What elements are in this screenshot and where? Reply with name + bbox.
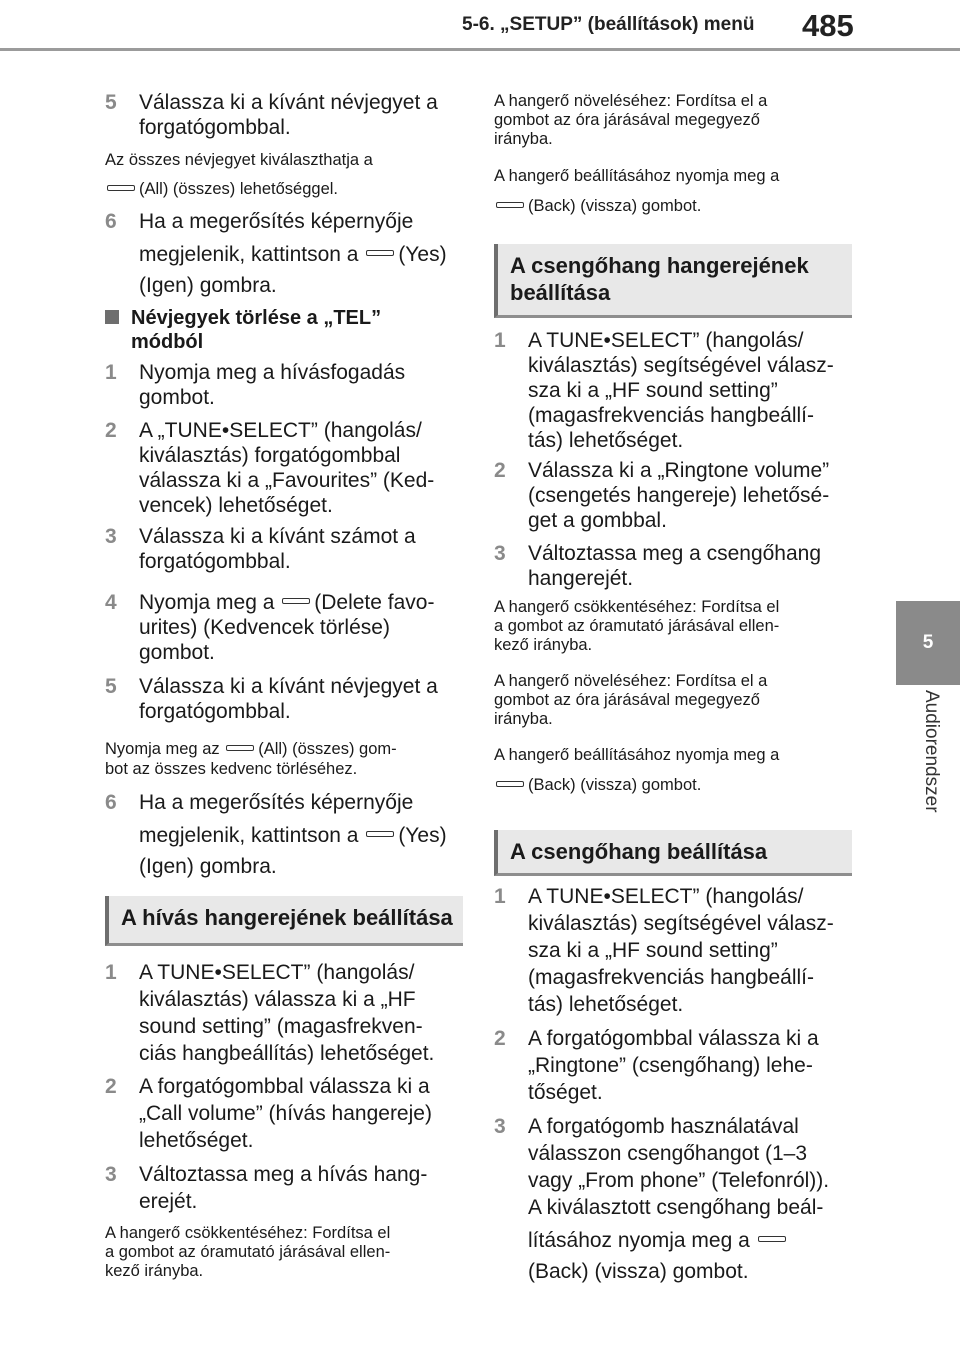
step-text: (Igen) gombra. bbox=[139, 274, 277, 297]
header-divider bbox=[0, 48, 960, 51]
page-number: 485 bbox=[802, 8, 854, 43]
note-text: (Back) (vissza) gombot. bbox=[528, 776, 702, 794]
note-text: gombot az óra járásával megegyező bbox=[494, 111, 760, 129]
step-text: erejét. bbox=[139, 1190, 198, 1213]
step-text: (magasfrekvenciás hangbeállí- bbox=[528, 966, 814, 989]
step-text: kiválasztás) válassza ki a „HF bbox=[139, 988, 416, 1011]
step-number: 2 bbox=[494, 459, 506, 482]
step-text: gombot. bbox=[139, 386, 215, 409]
step-text: A forgatógomb használatával bbox=[528, 1115, 799, 1138]
step-text: „Ringtone” (csengőhang) lehe- bbox=[528, 1054, 813, 1077]
step-text: (Igen) gombra. bbox=[139, 855, 277, 878]
step-text: A kiválasztott csengőhang beál- bbox=[528, 1196, 824, 1219]
note-text: A hangerő növeléséhez: Fordítsa el a bbox=[494, 92, 768, 110]
chapter-tab: 5 bbox=[896, 601, 960, 685]
note bbox=[105, 150, 373, 199]
note-text: a gombot az óramutató járásával ellen- bbox=[105, 1243, 391, 1261]
step-number: 1 bbox=[105, 361, 117, 384]
step-number: 2 bbox=[105, 1075, 117, 1098]
note-text: A hangerő csökkentéséhez: Fordítsa el bbox=[494, 598, 780, 616]
note-text: Nyomja meg az bbox=[105, 740, 220, 758]
step-number: 1 bbox=[105, 961, 117, 984]
step-text: Válassza ki a „Ringtone volume” bbox=[528, 459, 830, 482]
bullet-square-icon bbox=[105, 310, 119, 324]
note-text: kező irányba. bbox=[494, 636, 593, 654]
section-title: 5-6. „SETUP” (beállítások) menü bbox=[462, 14, 755, 35]
step-text: „Call volume” (hívás hangereje) bbox=[139, 1102, 432, 1125]
yes-button-icon bbox=[366, 831, 394, 837]
step-text: (magasfrekvenciás hangbeállí- bbox=[528, 404, 814, 427]
section-band-title: A csengőhang hangerejének bbox=[510, 253, 809, 278]
step-text: ciás hangbeállítás) lehetőséget. bbox=[139, 1042, 435, 1065]
step-number: 3 bbox=[105, 1163, 117, 1186]
note-text: A hangerő beállításához nyomja meg a bbox=[494, 167, 780, 185]
step-text: A TUNE•SELECT” (hangolás/ bbox=[528, 885, 804, 908]
step-text: sza ki a „HF sound setting” bbox=[528, 379, 778, 402]
back-button-icon bbox=[496, 781, 524, 787]
yes-button-icon bbox=[366, 250, 394, 256]
step-number: 5 bbox=[105, 675, 117, 698]
step-text: sza ki a „HF sound setting” bbox=[528, 939, 778, 962]
step-text: lításához nyomja meg a bbox=[528, 1229, 750, 1252]
note-text: (All) (összes) lehetőséggel. bbox=[139, 180, 338, 198]
step-text: (csengetés hangereje) lehetősé- bbox=[528, 484, 830, 507]
step-text: (Back) (vissza) gombot. bbox=[528, 1260, 749, 1283]
step-number: 3 bbox=[494, 542, 506, 565]
step-text: forgatógombbal. bbox=[139, 550, 291, 573]
note bbox=[105, 739, 397, 779]
chapter-label bbox=[916, 690, 946, 850]
step-text: kiválasztás) segítségével válasz- bbox=[528, 912, 834, 935]
step-number: 4 bbox=[105, 591, 117, 614]
note-text: bot az összes kedvenc törléséhez. bbox=[105, 760, 358, 778]
section-band-title: A csengőhang beállítása bbox=[510, 839, 768, 864]
step-text: Válassza ki a kívánt névjegyet a bbox=[139, 675, 438, 698]
note bbox=[494, 672, 767, 729]
section-band-ringtone bbox=[494, 830, 852, 876]
note bbox=[494, 166, 779, 216]
step-text: tás) lehetőséget. bbox=[528, 429, 684, 452]
step-text: (Yes) bbox=[398, 824, 447, 847]
note-text: kező irányba. bbox=[105, 1262, 204, 1280]
step-text: Nyomja meg a hívásfogadás bbox=[139, 361, 406, 384]
step-text: Válassza ki a kívánt névjegyet a bbox=[139, 91, 438, 114]
step-number: 6 bbox=[105, 791, 117, 814]
step-text: A TUNE•SELECT” (hangolás/ bbox=[139, 961, 415, 984]
step-number: 2 bbox=[494, 1027, 506, 1050]
step-number: 5 bbox=[105, 91, 117, 114]
chapter-label-text: Audiorendszer bbox=[921, 690, 942, 813]
step-text: megjelenik, kattintson a bbox=[139, 824, 359, 847]
step-text: megjelenik, kattintson a bbox=[139, 243, 359, 266]
note-text: A hangerő beállításához nyomja meg a bbox=[494, 746, 780, 764]
step-number: 1 bbox=[494, 329, 506, 352]
step-text: sound setting” (magasfrekven- bbox=[139, 1015, 423, 1038]
step-text: (Delete favo- bbox=[314, 591, 435, 614]
section-band-call-volume bbox=[105, 896, 463, 946]
delete-favourites-button-icon bbox=[282, 598, 310, 604]
step-text: Ha a megerősítés képernyője bbox=[139, 210, 414, 233]
all-button-icon bbox=[107, 185, 135, 191]
step-text: get a gombbal. bbox=[528, 509, 667, 532]
sub-heading-text: módból bbox=[131, 331, 204, 353]
section-band-title: A hívás hangerejének beállítása bbox=[121, 905, 453, 930]
sub-heading-text: Névjegyek törlése a „TEL” bbox=[131, 307, 382, 329]
step-text: Ha a megerősítés képernyője bbox=[139, 791, 414, 814]
step-text: A „TUNE•SELECT” (hangolás/ bbox=[139, 419, 422, 442]
step-text: forgatógombbal. bbox=[139, 700, 291, 723]
step-text: tőséget. bbox=[528, 1081, 603, 1104]
step-number: 1 bbox=[494, 885, 506, 908]
step-text: kiválasztás) forgatógombbal bbox=[139, 444, 401, 467]
step-number: 3 bbox=[105, 525, 117, 548]
step-text: vagy „From phone” (Telefonról)). bbox=[528, 1169, 830, 1192]
step-text: urites) (Kedvencek törlése) bbox=[139, 616, 390, 639]
step-text: A forgatógombbal válassza ki a bbox=[139, 1075, 430, 1098]
note-text: A hangerő csökkentéséhez: Fordítsa el bbox=[105, 1224, 391, 1242]
note-text: A hangerő növeléséhez: Fordítsa el a bbox=[494, 672, 768, 690]
all-button-icon bbox=[226, 745, 254, 751]
step-text: hangerejét. bbox=[528, 567, 634, 590]
note-text: a gombot az óramutató járásával ellen- bbox=[494, 617, 780, 635]
step-text: (Yes) bbox=[398, 243, 447, 266]
step-text: Válassza ki a kívánt számot a bbox=[139, 525, 416, 548]
step-text: vencek) lehetőséget. bbox=[139, 494, 333, 517]
step-text: A TUNE•SELECT” (hangolás/ bbox=[528, 329, 804, 352]
step-text: A forgatógombbal válassza ki a bbox=[528, 1027, 819, 1050]
step-text: gombot. bbox=[139, 641, 215, 664]
note bbox=[494, 598, 779, 655]
step-text: válasszon csengőhangot (1–3 bbox=[528, 1142, 808, 1165]
note-text: (Back) (vissza) gombot. bbox=[528, 197, 702, 215]
note bbox=[494, 745, 779, 795]
note-text: Az összes névjegyet kiválaszthatja a bbox=[105, 151, 373, 169]
step-text: válassza ki a „Favourites” (Ked- bbox=[139, 469, 435, 492]
step-number: 6 bbox=[105, 210, 117, 233]
note-text: irányba. bbox=[494, 130, 553, 148]
step-text: Nyomja meg a bbox=[139, 591, 275, 614]
note bbox=[105, 1224, 390, 1281]
step-text: lehetőséget. bbox=[139, 1129, 254, 1152]
back-button-icon bbox=[496, 202, 524, 208]
step-text: forgatógombbal. bbox=[139, 116, 291, 139]
step-number: 3 bbox=[494, 1115, 506, 1138]
step-text: Változtassa meg a csengőhang bbox=[528, 542, 822, 565]
note-text: gombot az óra járásával megegyező bbox=[494, 691, 760, 709]
note-text: (All) (összes) gom- bbox=[258, 740, 397, 758]
step-text: tás) lehetőséget. bbox=[528, 993, 684, 1016]
note-text: irányba. bbox=[494, 710, 553, 728]
section-band-ringtone-volume bbox=[494, 244, 852, 318]
note bbox=[494, 92, 767, 149]
step-text: kiválasztás) segítségével válasz- bbox=[528, 354, 834, 377]
step-text: Változtassa meg a hívás hang- bbox=[139, 1163, 428, 1186]
back-button-icon bbox=[758, 1236, 786, 1242]
section-band-title: beállítása bbox=[510, 280, 611, 305]
step-number: 2 bbox=[105, 419, 117, 442]
